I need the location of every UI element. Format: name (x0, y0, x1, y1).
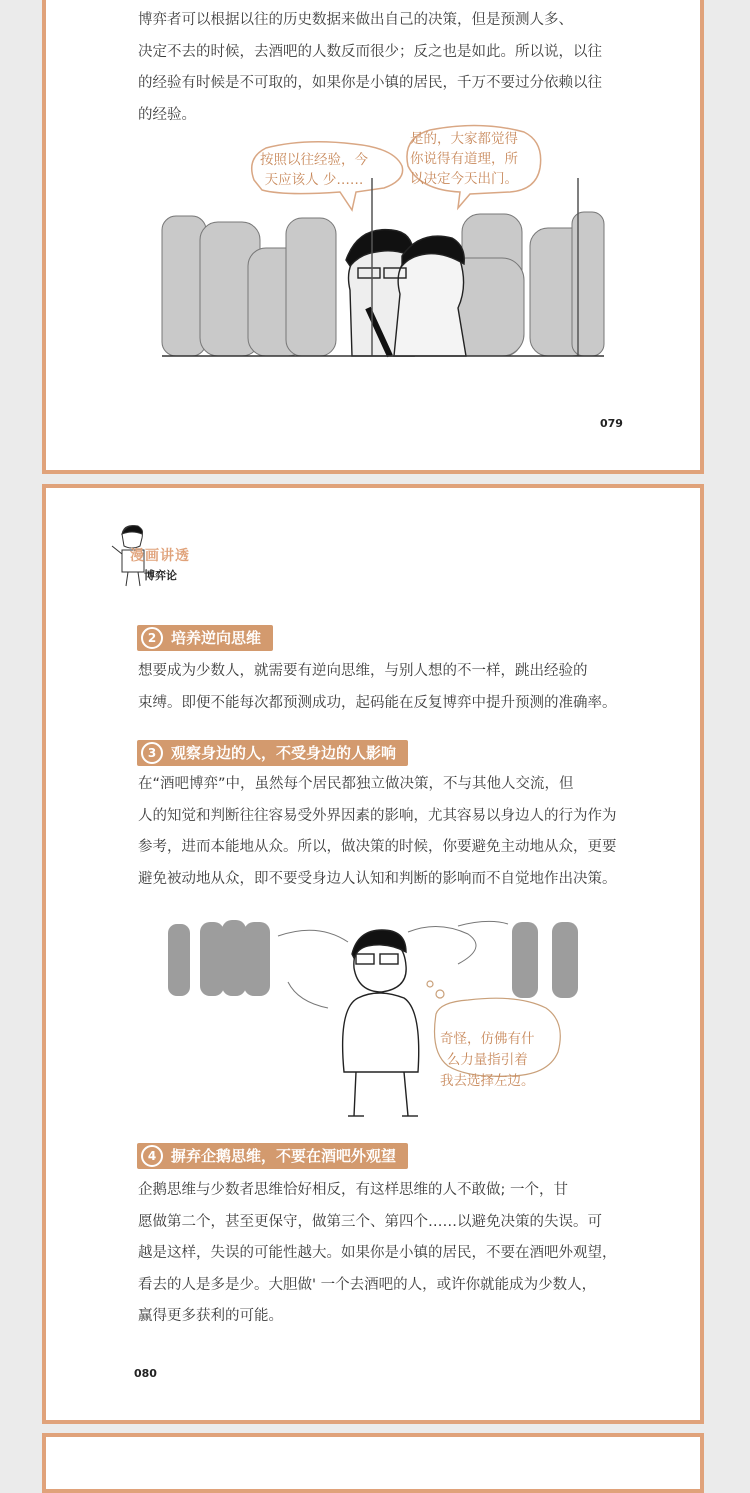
brand-title: 漫画讲透 (130, 548, 190, 564)
speech-bubble-left (260, 150, 368, 190)
section-title: 观察身边的人，不受身边的人影响 (171, 744, 397, 762)
section-heading-2 (137, 625, 273, 651)
paragraph-line: 束缚。即便不能每次都预测成功，起码能在反复博弈中提升预测的准确率。 (138, 694, 617, 711)
bubble-line: 你说得有道理，所 (410, 151, 518, 167)
paragraph-line: 看去的人是多是少。大胆做' 一个去酒吧的人，或许你就能成为少数人， (138, 1276, 597, 1293)
page-number: 080 (134, 1367, 157, 1380)
paragraph-observe-others (138, 769, 618, 895)
paragraph-line: 博弈者可以根据以往的历史数据来做出自己的决策，但是预测人多、 (138, 12, 573, 28)
crowd-illustration (162, 208, 602, 360)
bubble-line: 是的，大家都觉得 (410, 131, 518, 147)
series-brand (130, 545, 190, 583)
paragraph-reverse-thinking (138, 656, 618, 719)
paragraph-line: 想要成为少数人，就需要有逆向思维，与别人想的不一样，跳出经验的 (138, 663, 588, 679)
section-number: 4 (141, 1145, 163, 1167)
paragraph-bar-history (138, 5, 618, 131)
brand-subtitle: 博弈论 (144, 569, 177, 582)
bubble-line: 按照以往经验，今 (260, 152, 368, 168)
next-page-edge (42, 1433, 704, 1493)
section-heading-4 (137, 1143, 408, 1169)
page-079 (42, 0, 704, 474)
crowd-influence-illustration (168, 912, 608, 1122)
paragraph-line: 决定不去的时候，去酒吧的人数反而很少；反之也是如此。所以说，以往 (138, 43, 602, 60)
bubble-line: 么力量指引着 (446, 1052, 528, 1068)
paragraph-line: 避免被动地从众，即不要受身边人认知和判断的影响而不自觉地作出决策。 (138, 870, 617, 887)
section-number: 3 (141, 742, 163, 764)
paragraph-penguin-thinking (138, 1175, 618, 1333)
paragraph-line: 参考，进而本能地从众。所以，做决策的时候，你要避免主动地从众，更要 (138, 839, 617, 855)
bubble-line: 奇怪，仿佛有什 (440, 1031, 535, 1047)
thought-bubble (440, 1029, 535, 1092)
page-080 (42, 484, 704, 1424)
speech-bubble-right (410, 129, 518, 189)
section-heading-3 (137, 740, 408, 766)
paragraph-line: 越是这样，失误的可能性越大。如果你是小镇的居民，不要在酒吧外观望， (138, 1245, 617, 1261)
page-number: 079 (600, 417, 623, 430)
section-title: 培养逆向思维 (171, 629, 262, 647)
bubble-line: 以决定今天出门。 (410, 171, 518, 187)
paragraph-line: 企鹅思维与少数者思维恰好相反，有这样思维的人不敢做; 一个，甘 (138, 1182, 568, 1198)
paragraph-line: 的经验。 (138, 106, 196, 123)
paragraph-line: 赢得更多获利的可能。 (138, 1308, 283, 1324)
paragraph-line: 的经验有时候是不可取的，如果你是小镇的居民，千万不要过分依赖以往 (138, 75, 602, 91)
paragraph-line: 愿做第二个，甚至更保守，做第三个、第四个……以避免决策的失误。可 (138, 1213, 602, 1230)
bubble-line: 我去选择左边。 (440, 1073, 535, 1089)
section-title: 摒弃企鹅思维，不要在酒吧外观望 (171, 1147, 397, 1165)
bubble-line: 天应该人 少…… (264, 172, 364, 188)
paragraph-line: 在“酒吧博弈”中，虽然每个居民都独立做决策，不与其他人交流，但 (138, 776, 574, 792)
section-number: 2 (141, 627, 163, 649)
paragraph-line: 人的知觉和判断往往容易受外界因素的影响，尤其容易以身边人的行为作为 (138, 807, 617, 824)
